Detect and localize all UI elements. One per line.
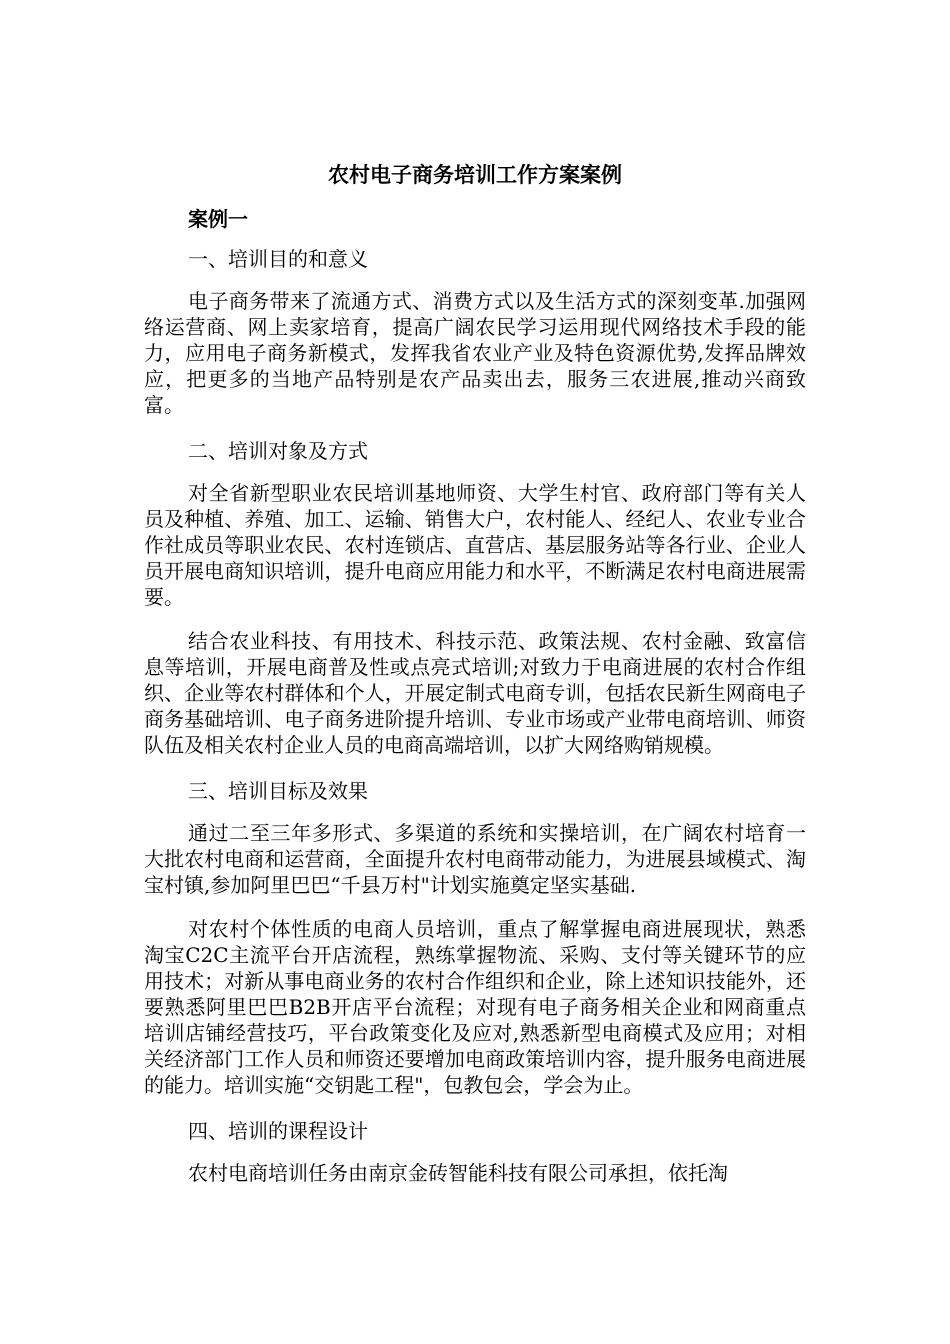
document-title: 农村电子商务培训工作方案案例	[328, 162, 622, 187]
section-heading-purpose: 一、培训目的和意义	[188, 247, 368, 271]
paragraph-audience-2: 结合农业科技、有用技术、科技示范、政策法规、农村金融、致富信息等培训，开展电商普及性或点亮式培训;对致力于电商进展的农村合作组织、企业等农村群体和个人，开展定制式电商专训，包括农民新生网商电子商务基础培训、电子商务进阶提升培训、专业市场或产业带电商培训、师资队伍及相关农村企业人员的电商高端培训，以扩大网络购销规模。	[144, 629, 806, 757]
section-heading-goals: 三、培训目标及效果	[188, 779, 368, 803]
case-heading: 案例一	[188, 207, 248, 231]
paragraph-goals-2: 对农村个体性质的电商人员培训，重点了解掌握电商进展现状，熟悉淘宝C2C主流平台开店流程，熟练掌握物流、采购、支付等关键环节的应用技术；对新从事电商业务的农村合作组织和企业，除上述知识技能外，还要熟悉阿里巴巴B2B开店平台流程；对现有电子商务相关企业和网商重点培训店铺经营技巧，平台政策变化及应对,熟悉新型电商模式及应用；对相关经济部门工作人员和师资还要增加电商政策培训内容，提升服务电商进展的能力。培训实施“交钥匙工程"，包教包会，学会为止。	[144, 917, 806, 1097]
document-page	[144, 160, 806, 1204]
section-heading-curriculum: 四、培训的课程设计	[188, 1119, 368, 1143]
paragraph-goals-1: 通过二至三年多形式、多渠道的系统和实操培训，在广阔农村培育一大批农村电商和运营商，全面提升农村电商带动能力，为进展县域模式、淘宝村镇,参加阿里巴巴“千县万村"计划实施奠定坚实基础.	[144, 821, 806, 897]
paragraph-curriculum-1: 农村电商培训任务由南京金砖智能科技有限公司承担，依托淘	[188, 1161, 728, 1185]
paragraph-audience-1: 对全省新型职业农民培训基地师资、大学生村官、政府部门等有关人员及种植、养殖、加工、运输、销售大户，农村能人、经纪人、农业专业合作社成员等职业农民、农村连锁店、直营店、基层服务站等各行业、企业人员开展电商知识培训，提升电商应用能力和水平，不断满足农村电商进展需要。	[144, 481, 806, 609]
section-heading-audience: 二、培训对象及方式	[188, 439, 368, 463]
paragraph-purpose: 电子商务带来了流通方式、消费方式以及生活方式的深刻变革.加强网络运营商、网上卖家培育，提高广阔农民学习运用现代网络技术手段的能力，应用电子商务新模式，发挥我省农业产业及特色资源优势,发挥品牌效应，把更多的当地产品特别是农产品卖出去，服务三农进展,推动兴商致富。	[144, 289, 806, 417]
